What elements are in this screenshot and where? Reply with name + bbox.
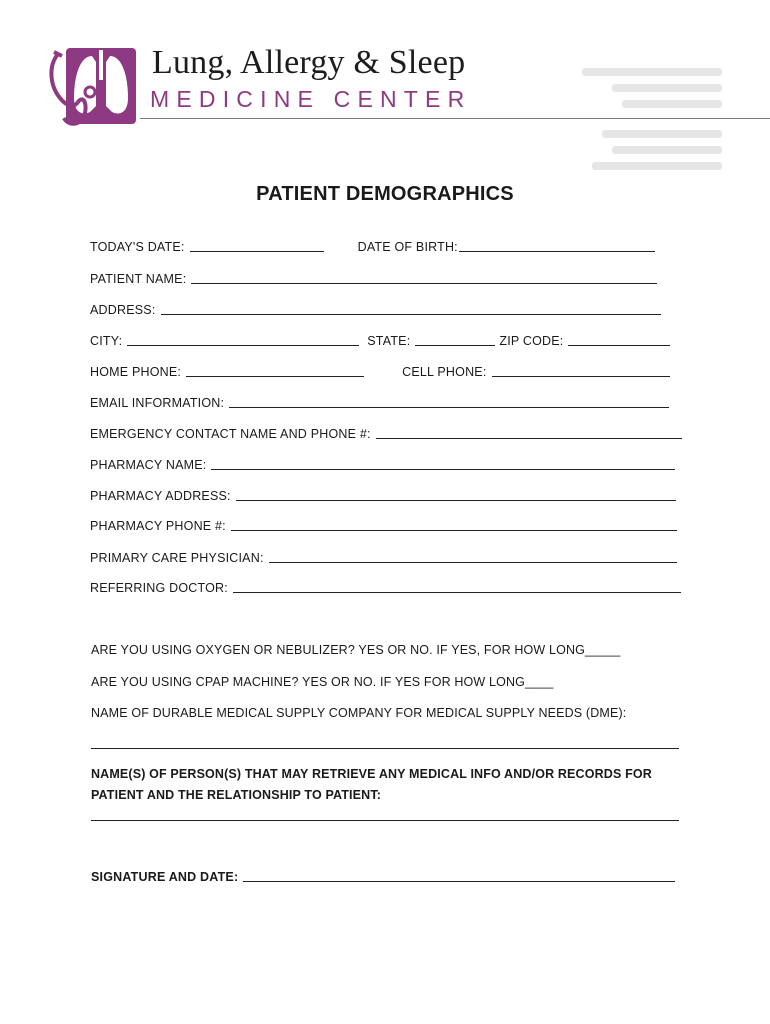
- referring-doctor-row: [90, 581, 681, 595]
- phone-row: [90, 365, 670, 379]
- primary-care-field[interactable]: [269, 561, 677, 563]
- oxygen-question: ARE YOU USING OXYGEN OR NEBULIZER? YES OR NO. IF YES, FOR HOW LONG_____: [91, 643, 621, 657]
- cpap-question: ARE YOU USING CPAP MACHINE? YES OR NO. IF YES FOR HOW LONG____: [91, 675, 554, 689]
- pharmacy-phone-row: [90, 519, 677, 533]
- faded-contact-info: [612, 146, 722, 154]
- brand-name: Lung, Allergy & Sleep: [152, 44, 466, 81]
- pharmacy-name-row: [90, 458, 675, 472]
- pharmacy-phone-label: PHARMACY PHONE #:: [90, 519, 226, 533]
- referring-doctor-label: REFERRING DOCTOR:: [90, 581, 228, 595]
- patient-name-row: [90, 272, 657, 286]
- primary-care-row: [90, 551, 677, 565]
- zip-code-field[interactable]: [568, 344, 670, 346]
- faded-contact-info: [592, 162, 722, 170]
- form-title: PATIENT DEMOGRAPHICS: [256, 183, 514, 205]
- date-row: [90, 240, 655, 254]
- pharmacy-address-row: [90, 489, 676, 503]
- release-question-line1: NAME(S) OF PERSON(S) THAT MAY RETRIEVE ANY MEDICAL INFO AND/OR RECORDS FOR: [91, 767, 652, 781]
- faded-contact-info: [612, 84, 722, 92]
- address-label: ADDRESS:: [90, 303, 156, 317]
- pharmacy-address-field[interactable]: [236, 499, 676, 501]
- zip-code-label: ZIP CODE:: [499, 334, 564, 348]
- city-label: CITY:: [90, 334, 123, 348]
- dme-answer-field[interactable]: [91, 748, 679, 749]
- state-label: STATE:: [367, 334, 411, 348]
- header-divider: [140, 118, 770, 119]
- city-field[interactable]: [127, 344, 359, 346]
- faded-contact-info: [602, 130, 722, 138]
- city-row: [90, 334, 670, 348]
- address-row: [90, 303, 661, 317]
- pharmacy-name-label: PHARMACY NAME:: [90, 458, 207, 472]
- patient-name-label: PATIENT NAME:: [90, 272, 187, 286]
- release-question-line2: PATIENT AND THE RELATIONSHIP TO PATIENT:: [91, 788, 382, 802]
- cell-phone-label: CELL PHONE:: [402, 365, 487, 379]
- cell-phone-field[interactable]: [492, 375, 670, 377]
- referring-doctor-field[interactable]: [233, 591, 681, 593]
- email-label: EMAIL INFORMATION:: [90, 396, 225, 410]
- primary-care-label: PRIMARY CARE PHYSICIAN:: [90, 551, 264, 565]
- email-field[interactable]: [229, 406, 669, 408]
- state-field[interactable]: [415, 344, 495, 346]
- todays-date-label: TODAY'S DATE:: [90, 240, 185, 254]
- home-phone-label: HOME PHONE:: [90, 365, 182, 379]
- emergency-contact-label: EMERGENCY CONTACT NAME AND PHONE #:: [90, 427, 371, 441]
- faded-contact-info: [622, 100, 722, 108]
- brand-subtitle: MEDICINE CENTER: [150, 86, 472, 112]
- date-of-birth-field[interactable]: [459, 250, 655, 252]
- signature-row: [91, 870, 675, 884]
- emergency-contact-field[interactable]: [376, 437, 682, 439]
- signature-label: SIGNATURE AND DATE:: [91, 870, 239, 884]
- date-of-birth-label: DATE OF BIRTH:: [357, 240, 458, 254]
- patient-name-field[interactable]: [191, 282, 657, 284]
- emergency-contact-row: [90, 427, 682, 441]
- dme-question: NAME OF DURABLE MEDICAL SUPPLY COMPANY FOR MEDICAL SUPPLY NEEDS (DME):: [91, 706, 627, 720]
- email-row: [90, 396, 669, 410]
- pharmacy-phone-field[interactable]: [231, 529, 677, 531]
- release-answer-field[interactable]: [91, 820, 679, 821]
- todays-date-field[interactable]: [190, 250, 324, 252]
- home-phone-field[interactable]: [186, 375, 364, 377]
- signature-field[interactable]: [243, 880, 675, 882]
- lungs-stethoscope-logo-icon: [44, 46, 144, 130]
- pharmacy-name-field[interactable]: [211, 468, 675, 470]
- address-field[interactable]: [161, 313, 661, 315]
- faded-contact-info: [582, 68, 722, 76]
- pharmacy-address-label: PHARMACY ADDRESS:: [90, 489, 231, 503]
